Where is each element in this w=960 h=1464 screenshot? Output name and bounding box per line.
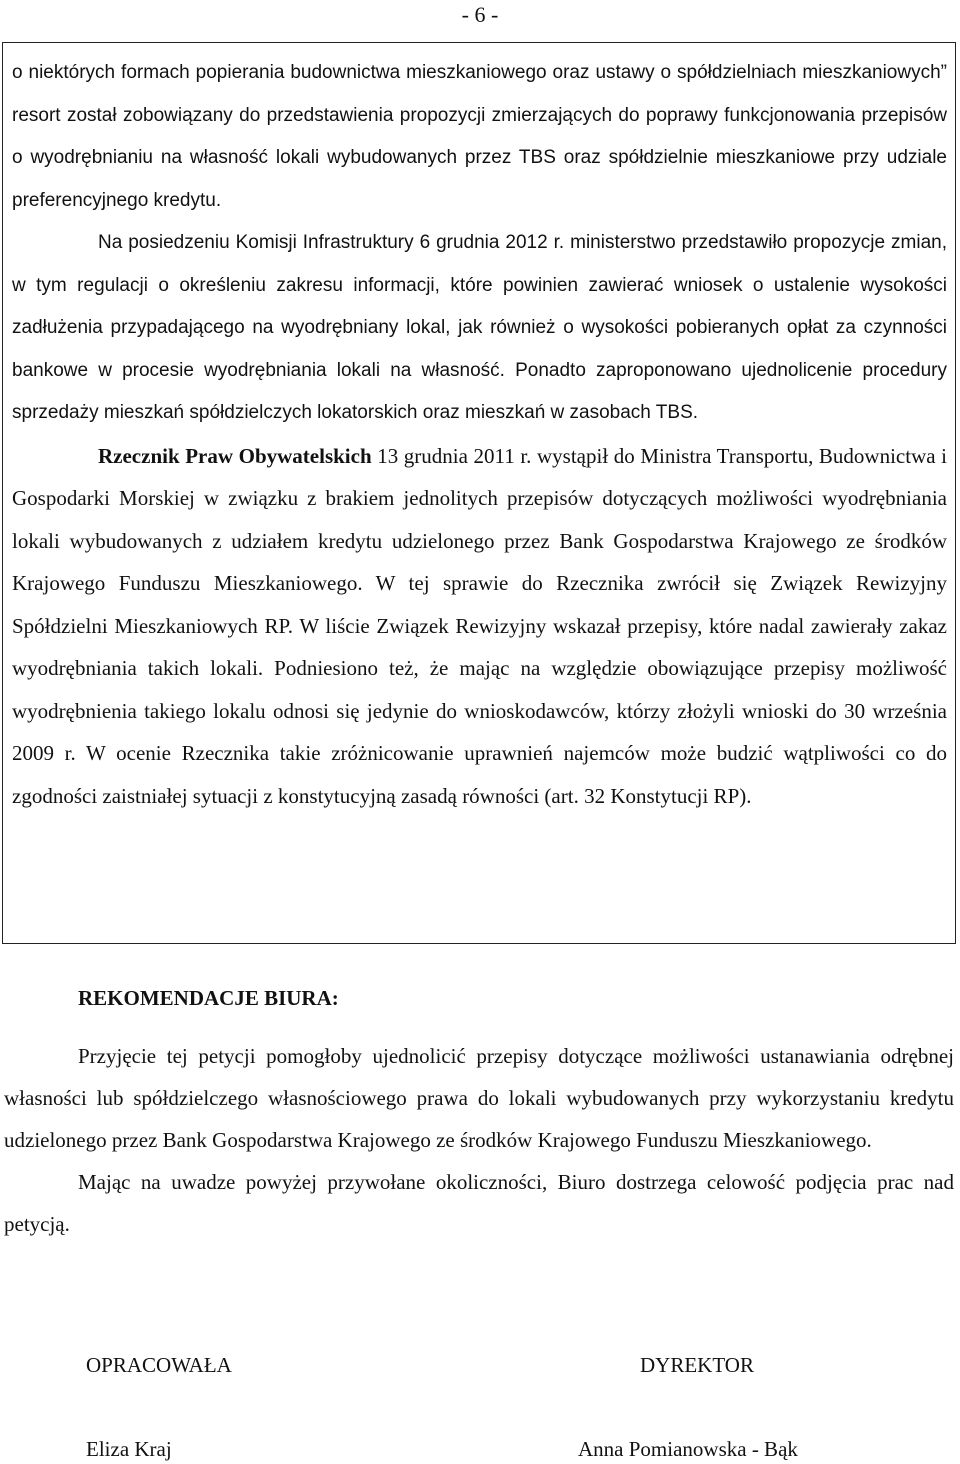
recommendation-paragraph-2: Mając na uwadze powyżej przywołane okoliczności, Biuro dostrzega celowość podjęcia prac nad petycją. (4, 1170, 954, 1236)
recommendation-paragraph-1: Przyjęcie tej petycji pomogłoby ujednolicić przepisy dotyczące możliwości ustanawiania odrębnej własności lub spółdzielczego własnościowego prawa do lokali wybudowanych przy wykorzystaniu kredytu udzielonego przez Bank Gospodarstwa Krajowego ze środków Krajowego Funduszu Mieszkaniowego. (4, 1044, 954, 1152)
prepared-by-label: OPRACOWAŁA (86, 1353, 232, 1377)
director-name: Anna Pomianowska - Bąk (578, 1437, 798, 1461)
recommendations-body (4, 1035, 954, 1245)
recommendations-heading: REKOMENDACJE BIURA: (78, 986, 339, 1010)
boxed-paragraph-2: Na posiedzeniu Komisji Infrastruktury 6 grudnia 2012 r. ministerstwo przedstawiło propozycje zmian, w tym regulacji o określeniu zakresu informacji, które powinien zawierać wniosek o ustalenie wysokości zadłużenia przypadającego na wyodrębniany lokal, jak również o wysokości pobieranych opłat za czynności bankowe w procesie wyodrębniania lokali na własność. Ponadto zaproponowano ujednolicenie procedury sprzedaży mieszkań spółdzielczych lokatorskich oraz mieszkań w zasobach TBS. (12, 232, 947, 423)
signature-block (0, 1352, 960, 1462)
boxed-paragraph-3 (12, 435, 947, 818)
page-number: - 6 - (461, 2, 499, 27)
ombudsman-name: Rzecznik Praw Obywatelskich (98, 443, 372, 468)
boxed-paragraph-3-text: 13 grudnia 2011 r. wystąpił do Ministra Transportu, Budownictwa i Gospodarki Morskiej w związku z brakiem jednolitych przepisów dotyczących możliwości wyodrębniania lokali wybudowanych z udziałem kredytu udzielonego przez Bank Gospodarstwa Krajowego ze środków Krajowego Funduszu Mieszkaniowego. W tej sprawie do Rzecznika zwrócił się Związek Rewizyjny Spółdzielni Mieszkaniowych RP. W liście Związek Rewizyjny wskazał przepisy, które nadal zawierały zakaz wyodrębniania takich lokali. Podniesiono też, że mając na względzie obowiązujące przepisy możliwość wyodrębnienia takiego lokalu odnosi się jedynie do wnioskodawców, którzy złożyli wnioski do 30 września 2009 r. W ocenie Rzecznika takie zróżnicowanie uprawnień najemców może budzić wątpliwości co do zgodności zaistniałej sytuacji z konstytucyjną zasadą równości (art. 32 Konstytucji RP). (12, 443, 947, 808)
boxed-section (2, 42, 956, 944)
director-label: DYREKTOR (640, 1353, 754, 1377)
prepared-by-name: Eliza Kraj (86, 1437, 172, 1461)
boxed-paragraph-1: o niektórych formach popierania budownictwa mieszkaniowego oraz ustawy o spółdzielniach mieszkaniowych” resort został zobowiązany do przedstawienia propozycji zmierzających do poprawy funkcjonowania przepisów o wyodrębnianiu na własność lokali wybudowanych przez TBS oraz spółdzielnie mieszkaniowe przy udziale preferencyjnego kredytu. (12, 62, 947, 211)
